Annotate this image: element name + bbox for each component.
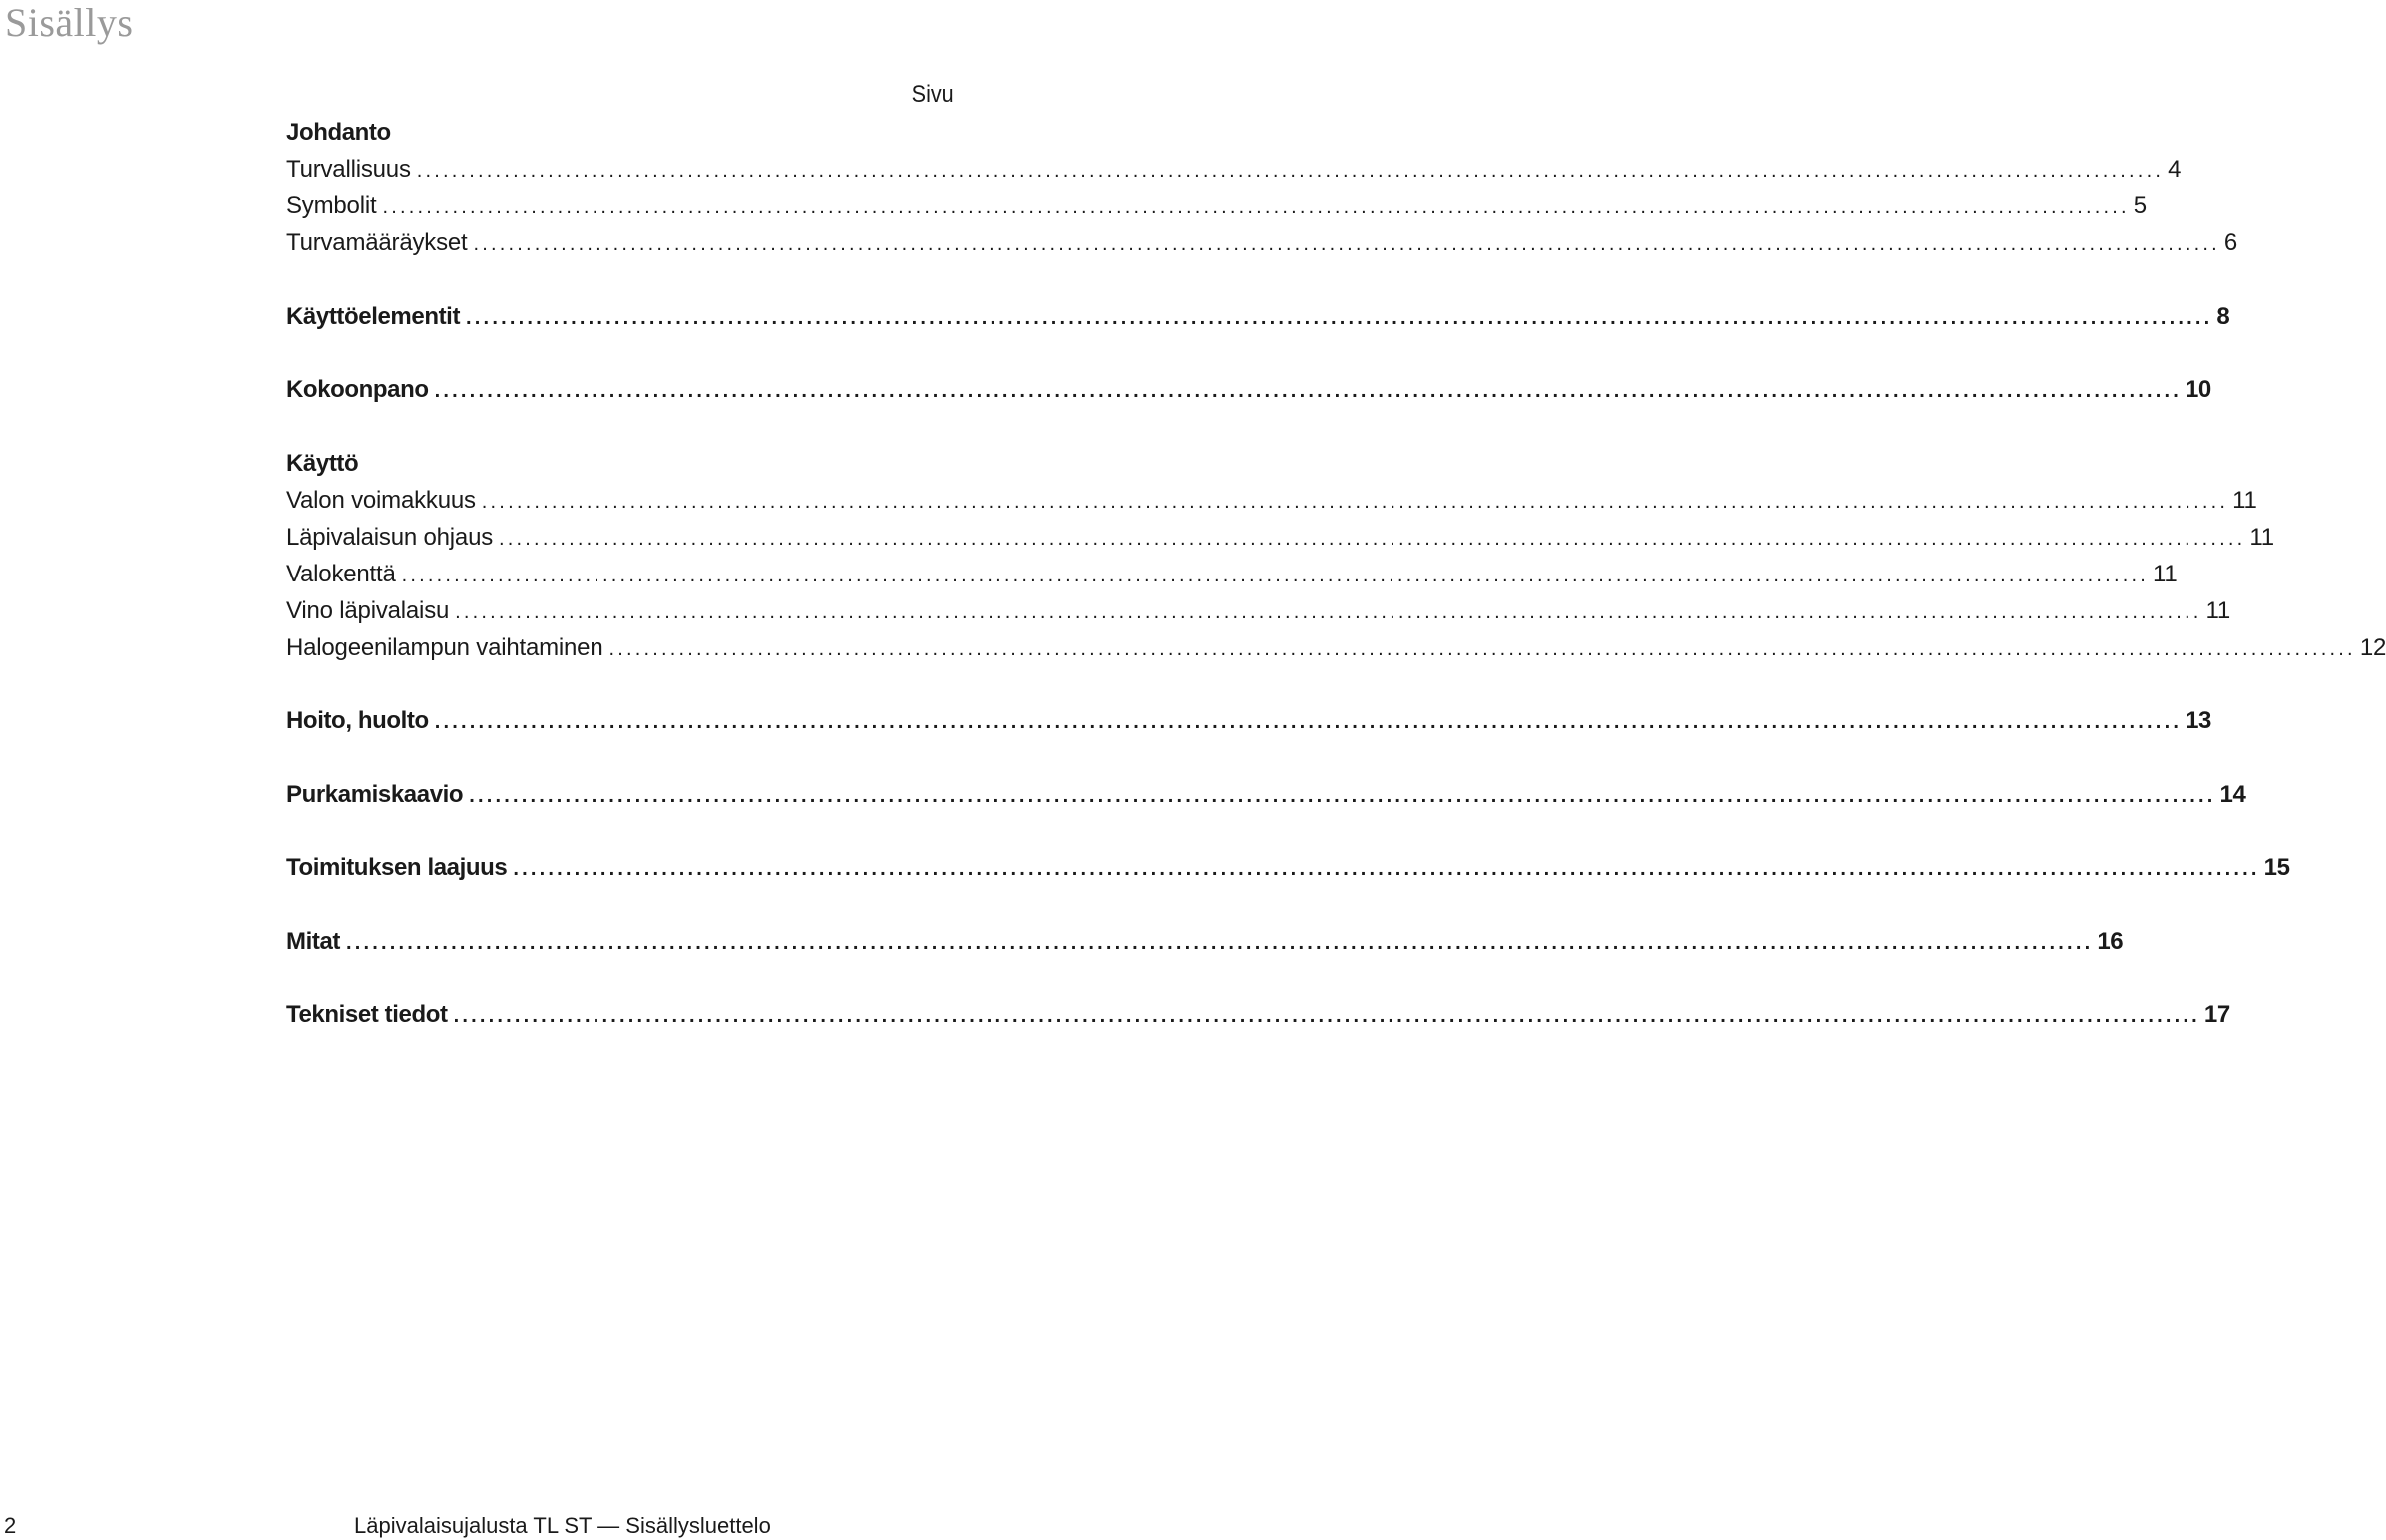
toc-entry-symbolit[interactable] xyxy=(286,192,2147,221)
toc-entry-label: Symbolit xyxy=(286,192,377,219)
dot-leader: ........................................................................................................................................................................................................ xyxy=(481,491,2229,513)
dot-leader: ........................................................................................................................................................................................................ xyxy=(469,785,2216,807)
page-column-label: Sivu xyxy=(911,81,954,108)
dot-leader: ........................................................................................................................................................................................................ xyxy=(608,638,2356,660)
footer-page-number: 2 xyxy=(4,1513,17,1538)
toc-entry-page: 10 xyxy=(2185,376,2211,403)
toc-entry-page: 11 xyxy=(2232,487,2257,514)
toc-entry-page: 11 xyxy=(2249,524,2274,551)
dot-leader: ........................................................................................................................................................................................................ xyxy=(473,233,2220,255)
dot-leader: ........................................................................................................................................................................................................ xyxy=(513,858,2260,880)
toc-entry-mitat[interactable] xyxy=(286,927,2124,957)
toc-entry-label: Valon voimakkuus xyxy=(286,487,476,514)
toc-entry-turvallisuus[interactable] xyxy=(286,155,2182,185)
footer-document-title: Läpivalaisujalusta TL ST — Sisällysluettelo xyxy=(354,1513,771,1538)
toc-entry-turvamaaraykset[interactable] xyxy=(286,228,2237,258)
toc-entry-label: Tekniset tiedot xyxy=(286,1001,448,1028)
toc-entry-page: 17 xyxy=(2203,1001,2230,1028)
toc-entry-label: Turvamääräykset xyxy=(286,229,468,256)
toc-entry-label: Toimituksen laajuus xyxy=(286,854,508,881)
toc-entry-page: 11 xyxy=(2205,597,2230,624)
toc-entry-label: Käyttöelementit xyxy=(286,303,461,330)
toc-entry-label: Hoito, huolto xyxy=(286,707,429,734)
toc-entry-lapivalaisun-ohjaus[interactable] xyxy=(286,523,2274,553)
dot-leader: ........................................................................................................................................................................................................ xyxy=(455,601,2202,623)
toc-entry-label: Halogeenilampun vaihtaminen xyxy=(286,634,603,661)
toc-entry-valokentta[interactable] xyxy=(286,560,2178,589)
toc-entry-hoito-huolto[interactable] xyxy=(286,706,2211,736)
dot-leader: ........................................................................................................................................................................................................ xyxy=(434,711,2183,733)
toc-entry-page: 15 xyxy=(2263,854,2290,881)
dot-leader: ........................................................................................................................................................................................................ xyxy=(346,932,2094,954)
toc-entry-kayttoelementit[interactable] xyxy=(286,302,2230,332)
toc-entry-valon-voimakkuus[interactable] xyxy=(286,486,2257,516)
dot-leader: ........................................................................................................................................................................................................ xyxy=(434,380,2182,402)
toc-entry-page: 14 xyxy=(2219,781,2246,808)
section-heading-johdanto: Johdanto xyxy=(286,119,391,146)
dot-leader: ........................................................................................................................................................................................................ xyxy=(416,160,2165,182)
section-heading-kaytto: Käyttö xyxy=(286,450,359,477)
toc-entry-page: 13 xyxy=(2186,707,2211,734)
dot-leader: ........................................................................................................................................................................................................ xyxy=(453,1005,2200,1027)
dot-leader: ........................................................................................................................................................................................................ xyxy=(382,196,2130,218)
toc-entry-tekniset-tiedot[interactable] xyxy=(286,1000,2230,1030)
toc-entry-label: Mitat xyxy=(286,928,340,955)
page-title: Sisällys xyxy=(5,0,134,45)
toc-entry-label: Kokoonpano xyxy=(286,376,429,403)
toc-entry-label: Valokenttä xyxy=(286,561,396,587)
toc-entry-vino-lapivalaisu[interactable] xyxy=(286,596,2230,626)
toc-entry-purkamiskaavio[interactable] xyxy=(286,780,2246,810)
toc-entry-page: 11 xyxy=(2152,561,2178,587)
dot-leader: ........................................................................................................................................................................................................ xyxy=(401,565,2149,586)
toc-entry-kokoonpano[interactable] xyxy=(286,375,2211,405)
toc-entry-label: Vino läpivalaisu xyxy=(286,597,450,624)
toc-entry-label: Purkamiskaavio xyxy=(286,781,464,808)
dot-leader: ........................................................................................................................................................................................................ xyxy=(466,307,2213,329)
toc-entry-page: 16 xyxy=(2097,928,2124,955)
toc-entry-label: Turvallisuus xyxy=(286,156,411,183)
toc-entry-page: 12 xyxy=(2359,634,2386,661)
dot-leader: ........................................................................................................................................................................................................ xyxy=(499,528,2246,550)
toc-entry-page: 4 xyxy=(2168,156,2182,183)
toc-entry-page: 6 xyxy=(2223,229,2237,256)
toc-entry-halogeenilampun-vaihtaminen[interactable] xyxy=(286,633,2386,663)
toc-entry-page: 5 xyxy=(2133,192,2147,219)
toc-entry-toimituksen-laajuus[interactable] xyxy=(286,853,2290,883)
toc-entry-label: Läpivalaisun ohjaus xyxy=(286,524,494,551)
toc-entry-page: 8 xyxy=(2216,303,2230,330)
